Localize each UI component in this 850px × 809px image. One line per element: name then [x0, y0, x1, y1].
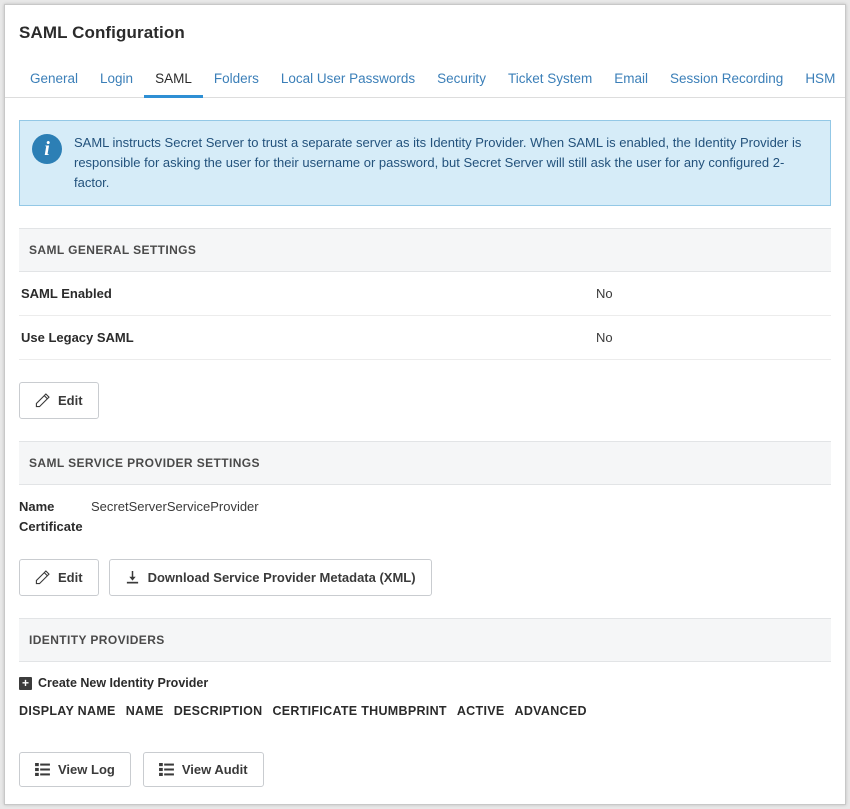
sp-row-certificate [19, 517, 831, 537]
tab-saml[interactable]: SAML [144, 71, 203, 98]
list-icon [35, 763, 50, 776]
column-display-name: DISPLAY NAME [19, 704, 116, 719]
tab-security[interactable]: Security [437, 71, 486, 86]
column-description: DESCRIPTION [173, 704, 263, 719]
section-header-identity-providers: IDENTITY PROVIDERS [19, 618, 831, 662]
sp-label-certificate: Certificate [19, 519, 83, 535]
tab-ticket-system[interactable]: Ticket System [507, 71, 593, 86]
sp-row-name [19, 497, 831, 517]
info-icon: i [32, 134, 62, 164]
column-certificate-thumbprint: CERTIFICATE THUMBPRINT [272, 704, 447, 719]
service-provider-details [19, 497, 831, 537]
edit-service-provider-button[interactable] [19, 559, 99, 596]
section-header-general-settings: SAML GENERAL SETTINGS [19, 228, 831, 272]
column-name: NAME [125, 704, 164, 719]
tab-folders[interactable]: Folders [213, 71, 259, 86]
tab-session-recording[interactable]: Session Recording [669, 71, 784, 86]
view-audit-label: View Audit [181, 762, 248, 778]
saml-info-banner [19, 120, 831, 206]
saml-configuration-window [4, 4, 846, 805]
tab-general[interactable]: General [30, 71, 79, 86]
tab-email[interactable]: Email [614, 71, 648, 86]
create-new-identity-provider-label: Create New Identity Provider [38, 676, 209, 691]
edit-pencil-icon [35, 393, 50, 408]
download-icon [125, 570, 140, 585]
general-settings-actions [19, 382, 831, 419]
page-title: SAML Configuration [19, 23, 185, 42]
row-use-legacy-saml [19, 316, 831, 360]
edit-general-settings-button[interactable] [19, 382, 99, 419]
value-saml-enabled: No [596, 286, 613, 302]
tab-hsm[interactable]: HSM [805, 71, 836, 86]
view-log-button[interactable] [19, 752, 131, 787]
main-content [5, 120, 845, 787]
download-metadata-button[interactable] [109, 559, 432, 596]
row-saml-enabled [19, 272, 831, 316]
sp-label-name: Name [19, 499, 55, 515]
column-advanced: ADVANCED [514, 704, 587, 719]
column-active: ACTIVE [456, 704, 505, 719]
edit-service-provider-label: Edit [58, 570, 83, 586]
sp-value-name: SecretServerServiceProvider [91, 499, 259, 515]
create-new-identity-provider-link[interactable] [19, 676, 208, 690]
value-use-legacy-saml: No [596, 330, 613, 346]
edit-general-settings-label: Edit [58, 393, 83, 409]
banner-text: SAML instructs Secret Server to trust a separate server as its Identity Provider. When SAML is enabled, the Identity Provider is responsible for asking the user for their username or password, but Secret Server will still ask the user for any configured 2-factor. [74, 135, 802, 191]
label-use-legacy-saml: Use Legacy SAML [21, 330, 134, 346]
plus-icon: + [19, 677, 32, 690]
view-audit-button[interactable] [143, 752, 264, 787]
identity-providers-table-header [19, 704, 831, 724]
section-header-service-provider: SAML SERVICE PROVIDER SETTINGS [19, 441, 831, 485]
service-provider-actions [19, 559, 831, 596]
edit-pencil-icon [35, 570, 50, 585]
list-icon [159, 763, 174, 776]
view-log-label: View Log [58, 762, 115, 778]
label-saml-enabled: SAML Enabled [21, 286, 112, 302]
download-metadata-label: Download Service Provider Metadata (XML) [147, 570, 416, 586]
tab-login[interactable]: Login [100, 71, 134, 86]
footer-actions [19, 752, 831, 787]
tab-local-user-passwords[interactable]: Local User Passwords [280, 71, 416, 86]
tab-bar [5, 65, 845, 98]
